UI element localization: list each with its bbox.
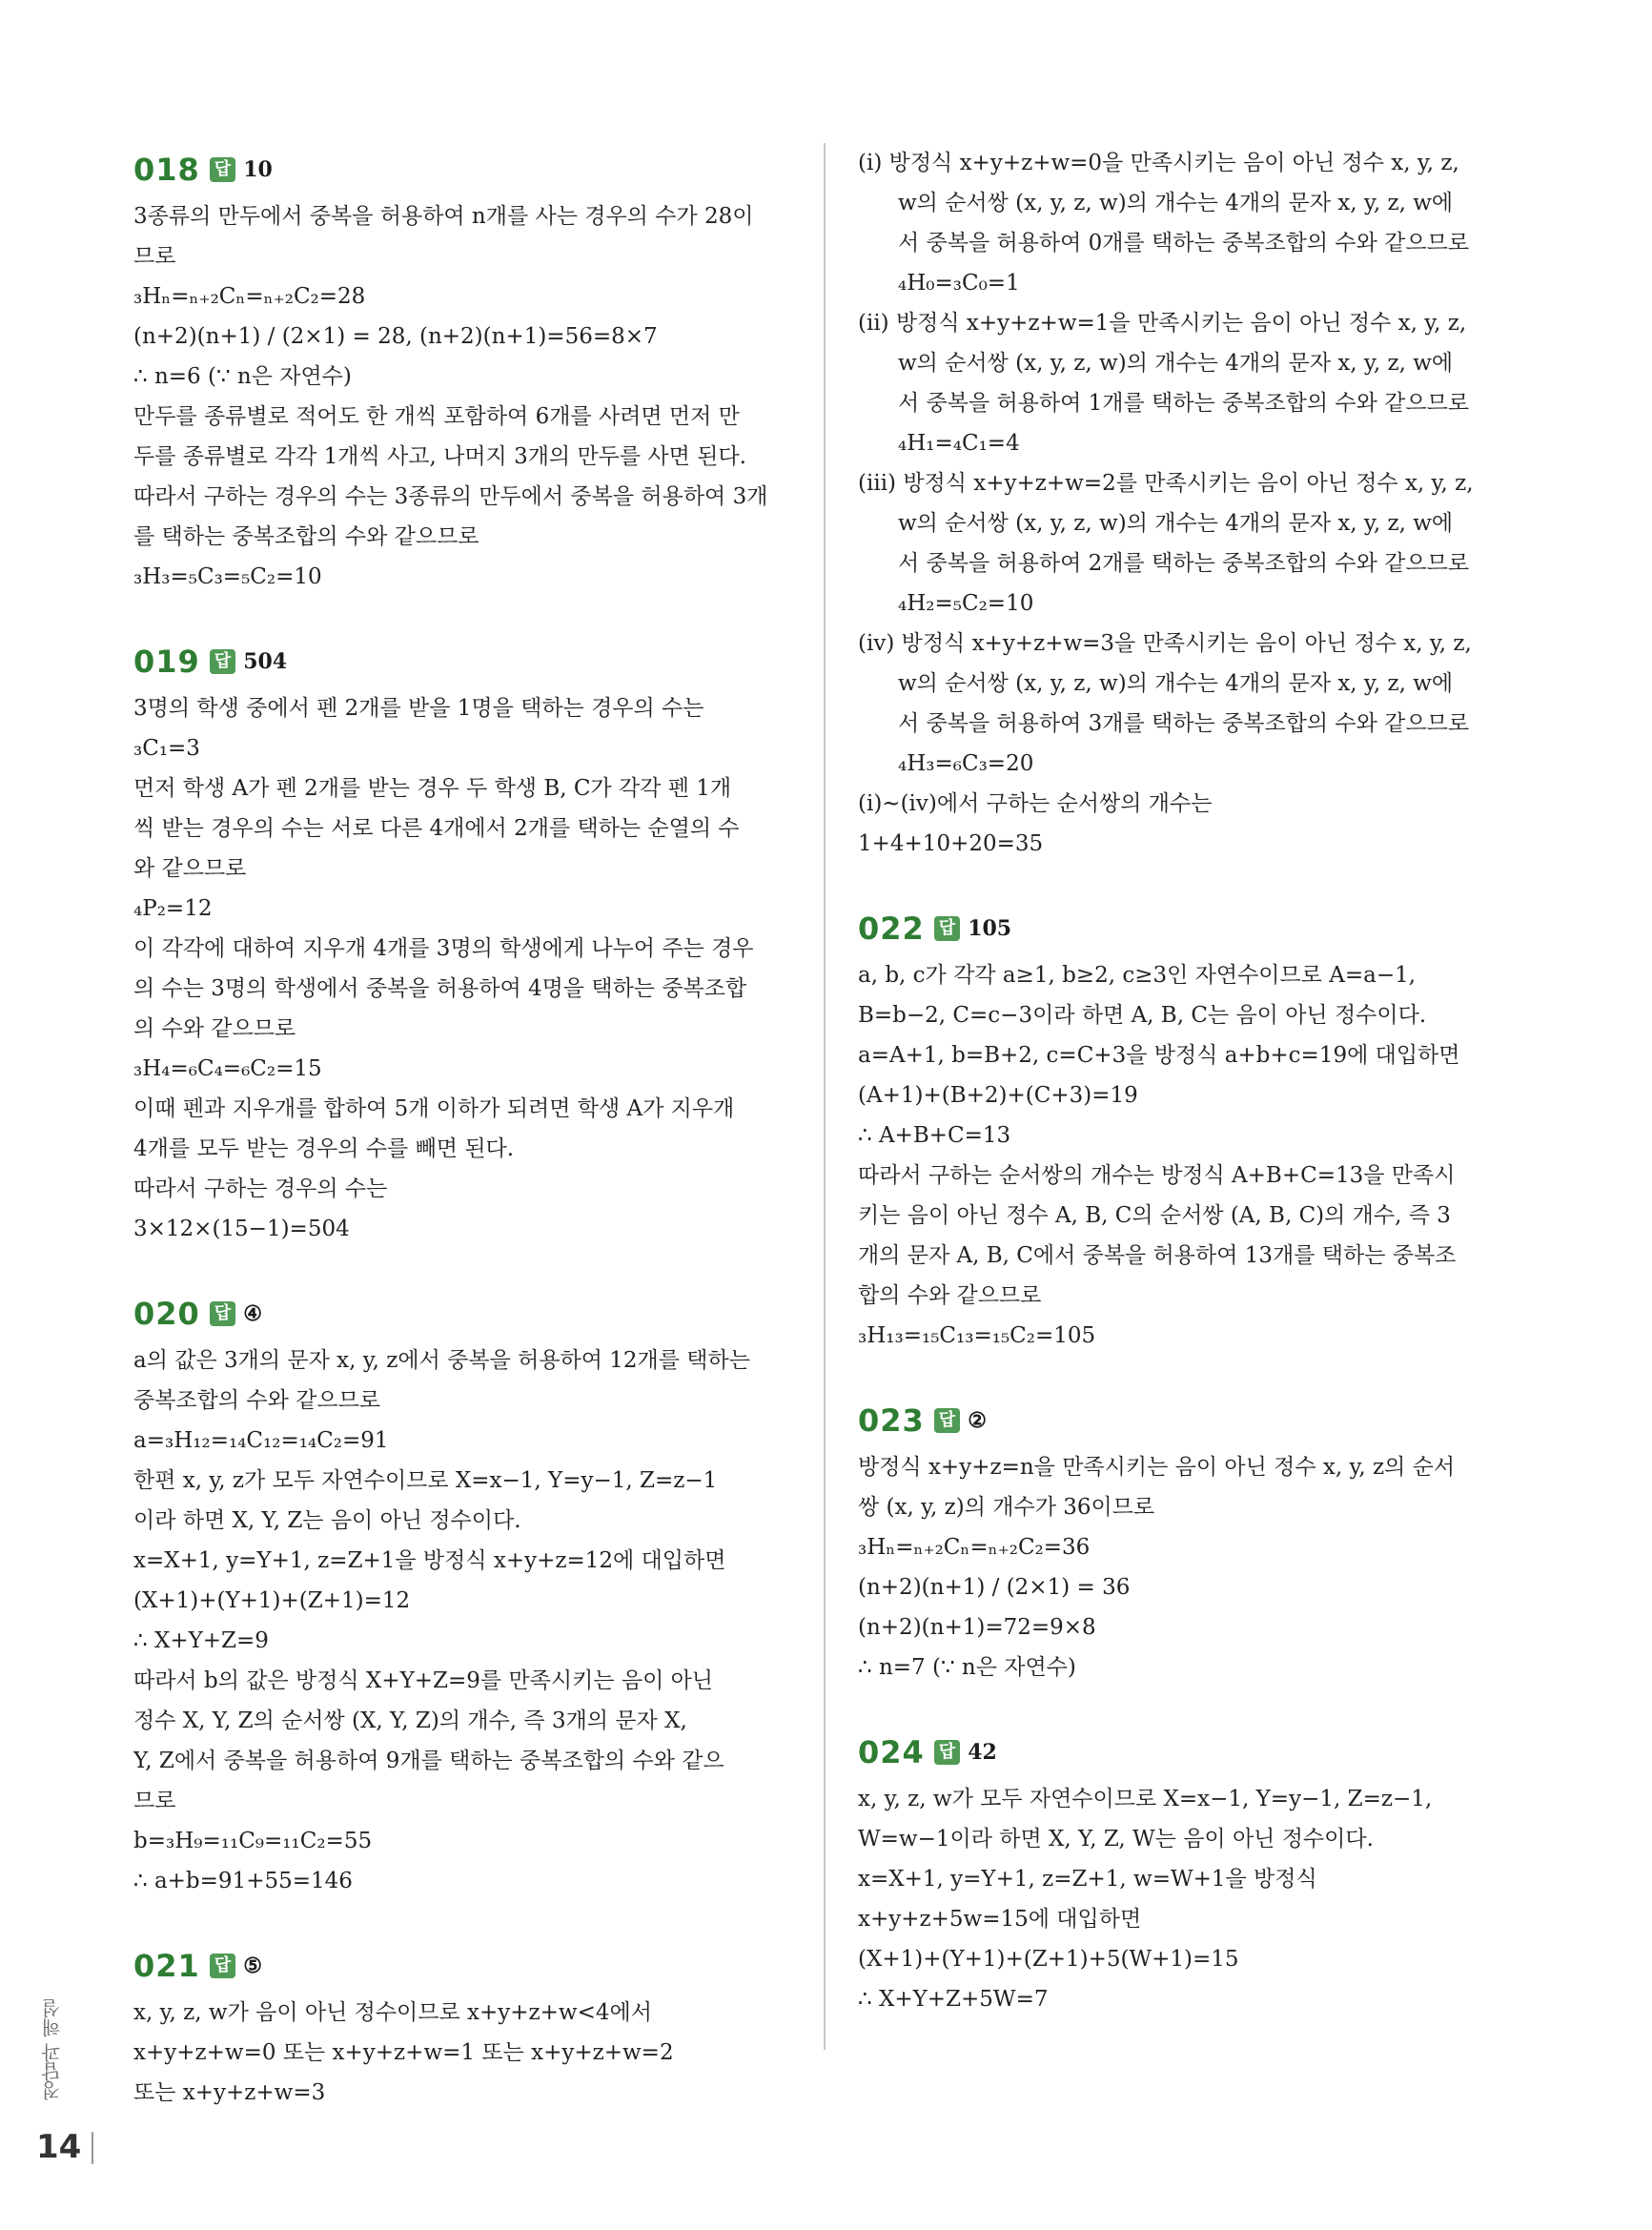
case-heading: (ⅲ) 방정식 x+y+z+w=2를 만족시키는 음이 아닌 정수 x, y, z, bbox=[858, 471, 1474, 496]
case-line: ₄H₁=₄C₁=4 bbox=[898, 431, 1020, 456]
case-line: w의 순서쌍 (x, y, z, w)의 개수는 4개의 문자 x, y, z, w에 bbox=[898, 671, 1454, 696]
right-column bbox=[858, 143, 1525, 2057]
solution-line: 방정식 x+y+z=n을 만족시키는 음이 아닌 정수 x, y, z의 순서 bbox=[858, 1455, 1456, 1480]
problem-header bbox=[133, 1287, 791, 1340]
page-number: 14 bbox=[36, 2128, 82, 2166]
solution-line: 이때 펜과 지우개를 합하여 5개 이하가 되려면 학생 A가 지우개 bbox=[133, 1096, 735, 1121]
solution-line: ₃H₄=₆C₄=₆C₂=15 bbox=[133, 1056, 322, 1081]
case-line: ₄H₀=₃C₀=1 bbox=[898, 271, 1020, 296]
problem-number: 023 bbox=[858, 1402, 925, 1439]
solution-line: 므로 bbox=[133, 244, 176, 269]
solution-line: 정수 X, Y, Z의 순서쌍 (X, Y, Z)의 개수, 즉 3개의 문자 X, bbox=[133, 1708, 687, 1733]
solution-line: 를 택하는 중복조합의 수와 같으므로 bbox=[133, 524, 479, 549]
problem-024 bbox=[858, 1726, 1525, 2019]
solution-line: 만두를 종류별로 적어도 한 개씩 포함하여 6개를 사려면 먼저 만 bbox=[133, 404, 740, 429]
solution-line: B=b−2, C=c−3이라 하면 A, B, C는 음이 아닌 정수이다. bbox=[858, 1003, 1427, 1028]
solution-line: x+y+z+w=0 또는 x+y+z+w=1 또는 x+y+z+w=2 bbox=[133, 2040, 674, 2065]
solution-line: a의 값은 3개의 문자 x, y, z에서 중복을 허용하여 12개를 택하는 bbox=[133, 1348, 750, 1373]
solution-line: 한편 x, y, z가 모두 자연수이므로 X=x−1, Y=y−1, Z=z−1 bbox=[133, 1468, 718, 1493]
case-line: w의 순서쌍 (x, y, z, w)의 개수는 4개의 문자 x, y, z, w에 bbox=[898, 511, 1454, 536]
answer-tag: 답 bbox=[934, 1740, 960, 1765]
case-line: w의 순서쌍 (x, y, z, w)의 개수는 4개의 문자 x, y, z, w에 bbox=[898, 191, 1454, 215]
case-line: 서 중복을 허용하여 2개를 택하는 중복조합의 수와 같으므로 bbox=[898, 551, 1470, 576]
problem-header bbox=[858, 902, 1525, 955]
solution-line: ∴ a+b=91+55=146 bbox=[133, 1869, 353, 1893]
solution-line: 키는 음이 아닌 정수 A, B, C의 순서쌍 (A, B, C)의 개수, 즉 3 bbox=[858, 1203, 1451, 1228]
solution-line: ∴ X+Y+Z+5W=7 bbox=[858, 1987, 1049, 2012]
solution-line: a=A+1, b=B+2, c=C+3을 방정식 a+b+c=19에 대입하면 bbox=[858, 1043, 1460, 1068]
problem-019 bbox=[133, 635, 791, 1249]
summary-line: (ⅰ)~(ⅳ)에서 구하는 순서쌍의 개수는 bbox=[858, 791, 1213, 816]
solution-line: ∴ n=6 (∵ n은 자연수) bbox=[133, 364, 352, 389]
case-line: ₄H₂=₅C₂=10 bbox=[898, 591, 1034, 616]
page-number-rule bbox=[92, 2132, 93, 2164]
problem-number: 021 bbox=[133, 1948, 200, 1984]
answer-tag: 답 bbox=[210, 1301, 235, 1326]
solution-line: 의 수는 3명의 학생에서 중복을 허용하여 4명을 택하는 중복조합 bbox=[133, 976, 747, 1001]
solution-line: (n+2)(n+1) / (2×1) = 36 bbox=[858, 1575, 1131, 1600]
case-line: 서 중복을 허용하여 3개를 택하는 중복조합의 수와 같으므로 bbox=[898, 711, 1470, 736]
problem-023 bbox=[858, 1394, 1525, 1688]
solution-line: ₃H₁₃=₁₅C₁₃=₁₅C₂=105 bbox=[858, 1323, 1096, 1348]
problem-number: 018 bbox=[133, 152, 200, 188]
solution-line: 4개를 모두 받는 경우의 수를 빼면 된다. bbox=[133, 1136, 515, 1161]
case-heading: (ⅳ) 방정식 x+y+z+w=3을 만족시키는 음이 아닌 정수 x, y, z, bbox=[858, 631, 1472, 656]
solution-line: x, y, z, w가 음이 아닌 정수이므로 x+y+z+w<4에서 bbox=[133, 2000, 652, 2025]
solution-line: (n+2)(n+1)=72=9×8 bbox=[858, 1615, 1096, 1640]
solution-line: 또는 x+y+z+w=3 bbox=[133, 2080, 326, 2105]
summary-line: 1+4+10+20=35 bbox=[858, 831, 1044, 856]
problem-number: 020 bbox=[133, 1296, 200, 1332]
problem-header bbox=[858, 1726, 1525, 1779]
solution-line: 의 수와 같으므로 bbox=[133, 1016, 296, 1041]
case-line: 서 중복을 허용하여 1개를 택하는 중복조합의 수와 같으므로 bbox=[898, 391, 1470, 416]
solution-line: x+y+z+5w=15에 대입하면 bbox=[858, 1907, 1142, 1932]
solution-line: 중복조합의 수와 같으므로 bbox=[133, 1388, 381, 1413]
solution-line: ∴ n=7 (∵ n은 자연수) bbox=[858, 1655, 1076, 1680]
solution-line: b=₃H₉=₁₁C₉=₁₁C₂=55 bbox=[133, 1829, 373, 1853]
solution-line: (A+1)+(B+2)+(C+3)=19 bbox=[858, 1083, 1138, 1108]
solution-line: (X+1)+(Y+1)+(Z+1)+5(W+1)=15 bbox=[858, 1947, 1239, 1972]
answer-tag: 답 bbox=[934, 1408, 960, 1433]
solution-line: 와 같으므로 bbox=[133, 856, 247, 881]
problem-header bbox=[133, 1939, 791, 1993]
case-line: ₄H₃=₆C₃=20 bbox=[898, 751, 1034, 776]
case-line: w의 순서쌍 (x, y, z, w)의 개수는 4개의 문자 x, y, z, w에 bbox=[898, 351, 1454, 376]
answer-value: 105 bbox=[968, 916, 1012, 941]
solution-line: ∴ A+B+C=13 bbox=[858, 1123, 1011, 1148]
solution-line: ₃C₁=3 bbox=[133, 736, 200, 761]
solution-line: Y, Z에서 중복을 허용하여 9개를 택하는 중복조합의 수와 같으 bbox=[133, 1749, 724, 1773]
problem-022 bbox=[858, 902, 1525, 1356]
solution-line: 두를 종류별로 각각 1개씩 사고, 나머지 3개의 만두를 사면 된다. bbox=[133, 444, 746, 469]
left-column bbox=[133, 143, 791, 2151]
solution-line: ∴ X+Y+Z=9 bbox=[133, 1628, 269, 1653]
solution-line: 3명의 학생 중에서 펜 2개를 받을 1명을 택하는 경우의 수는 bbox=[133, 696, 704, 721]
case-heading: (ⅰ) 방정식 x+y+z+w=0을 만족시키는 음이 아닌 정수 x, y, z, bbox=[858, 151, 1459, 175]
solution-line: a, b, c가 각각 a≥1, b≥2, c≥3인 자연수이므로 A=a−1, bbox=[858, 963, 1417, 988]
solution-line: 3×12×(15−1)=504 bbox=[133, 1217, 350, 1241]
solution-line: a=₃H₁₂=₁₄C₁₂=₁₄C₂=91 bbox=[133, 1428, 389, 1453]
solution-line: 이 각각에 대하여 지우개 4개를 3명의 학생에게 나누어 주는 경우 bbox=[133, 936, 754, 961]
answer-tag: 답 bbox=[210, 1954, 235, 1978]
problem-header bbox=[133, 635, 791, 688]
problem-number: 022 bbox=[858, 910, 925, 947]
solution-line: 쌍 (x, y, z)의 개수가 36이므로 bbox=[858, 1495, 1155, 1520]
solution-line: 씩 받는 경우의 수는 서로 다른 4개에서 2개를 택하는 순열의 수 bbox=[133, 816, 740, 841]
problem-number: 024 bbox=[858, 1734, 925, 1770]
answer-value: ④ bbox=[243, 1301, 262, 1326]
solution-line: 따라서 구하는 순서쌍의 개수는 방정식 A+B+C=13을 만족시 bbox=[858, 1163, 1456, 1188]
solution-line: (n+2)(n+1) / (2×1) = 28, (n+2)(n+1)=56=8×7 bbox=[133, 324, 658, 349]
problem-021 bbox=[133, 1939, 791, 2113]
solution-line: 먼저 학생 A가 펜 2개를 받는 경우 두 학생 B, C가 각각 펜 1개 bbox=[133, 776, 732, 801]
solution-line: ₃H₃=₅C₃=₅C₂=10 bbox=[133, 564, 322, 589]
problem-020 bbox=[133, 1287, 791, 1901]
solution-line: ₃Hₙ=ₙ₊₂Cₙ=ₙ₊₂C₂=28 bbox=[133, 284, 366, 309]
answer-value: 42 bbox=[968, 1740, 997, 1765]
solution-line: (X+1)+(Y+1)+(Z+1)=12 bbox=[133, 1588, 411, 1613]
solution-line: 3종류의 만두에서 중복을 허용하여 n개를 사는 경우의 수가 28이 bbox=[133, 204, 754, 229]
solution-line: 따라서 구하는 경우의 수는 3종류의 만두에서 중복을 허용하여 3개 bbox=[133, 484, 768, 509]
answer-value: ② bbox=[968, 1408, 987, 1433]
answer-value: ⑤ bbox=[243, 1954, 262, 1978]
solution-line: 이라 하면 X, Y, Z는 음이 아닌 정수이다. bbox=[133, 1508, 521, 1533]
case-line: 서 중복을 허용하여 0개를 택하는 중복조합의 수와 같으므로 bbox=[898, 231, 1470, 256]
solution-line: ₃Hₙ=ₙ₊₂Cₙ=ₙ₊₂C₂=36 bbox=[858, 1535, 1091, 1560]
case-heading: (ⅱ) 방정식 x+y+z+w=1을 만족시키는 음이 아닌 정수 x, y, z, bbox=[858, 311, 1467, 336]
problem-header bbox=[858, 1394, 1525, 1447]
problem-header bbox=[133, 143, 791, 196]
problem-018 bbox=[133, 143, 791, 597]
section-side-label: 정답과 해설 bbox=[41, 1998, 64, 2101]
answer-value: 504 bbox=[243, 649, 288, 674]
solution-line: 합의 수와 같으므로 bbox=[858, 1283, 1042, 1308]
answer-tag: 답 bbox=[934, 916, 960, 941]
problem-021-cases bbox=[858, 143, 1525, 864]
solution-line: x, y, z, w가 모두 자연수이므로 X=x−1, Y=y−1, Z=z−1, bbox=[858, 1787, 1433, 1811]
answer-tag: 답 bbox=[210, 157, 235, 182]
solution-line: x=X+1, y=Y+1, z=Z+1, w=W+1을 방정식 bbox=[858, 1867, 1317, 1892]
column-divider bbox=[824, 143, 826, 2050]
answer-value: 10 bbox=[243, 157, 273, 182]
solution-line: 개의 문자 A, B, C에서 중복을 허용하여 13개를 택하는 중복조 bbox=[858, 1243, 1457, 1268]
answer-tag: 답 bbox=[210, 649, 235, 674]
solution-line: x=X+1, y=Y+1, z=Z+1을 방정식 x+y+z=12에 대입하면 bbox=[133, 1548, 726, 1573]
solution-line: ₄P₂=12 bbox=[133, 896, 213, 921]
problem-number: 019 bbox=[133, 644, 200, 680]
solution-line: W=w−1이라 하면 X, Y, Z, W는 음이 아닌 정수이다. bbox=[858, 1827, 1374, 1852]
solution-line: 므로 bbox=[133, 1789, 176, 1813]
solution-line: 따라서 b의 값은 방정식 X+Y+Z=9를 만족시키는 음이 아닌 bbox=[133, 1668, 714, 1693]
solution-line: 따라서 구하는 경우의 수는 bbox=[133, 1176, 388, 1201]
